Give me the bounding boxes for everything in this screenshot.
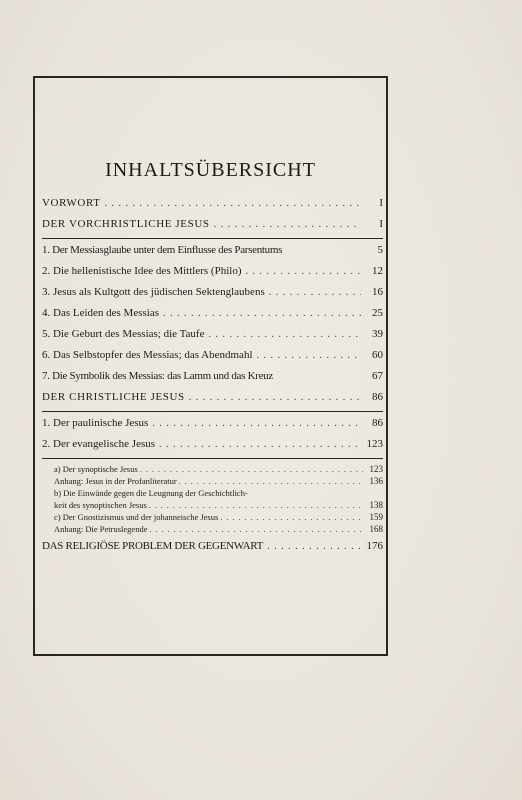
toc-entry-kultgott: [42, 285, 383, 306]
toc-entry-geburt: [42, 327, 383, 348]
toc-entry-label: DAS RELIGIÖSE PROBLEM DER GEGENWART: [42, 540, 264, 552]
toc-subentry-page: 159: [369, 512, 383, 522]
toc-subentry-page: 136: [369, 476, 383, 486]
leader-dots: [149, 524, 363, 536]
leader-dots: [163, 306, 361, 321]
toc-entry-page: 176: [366, 540, 383, 552]
toc-entry-paulinische: [42, 416, 383, 437]
toc-entry-label: DER VORCHRISTLICHE JESUS: [42, 218, 210, 230]
toc-entry-selbstopfer: [42, 348, 383, 369]
toc-entry-page: I: [379, 197, 383, 209]
toc-entry-page: 67: [372, 370, 383, 382]
table-of-contents: [42, 196, 383, 560]
toc-subentry-page: 138: [369, 500, 383, 510]
toc-subentry-label: b) Die Einwände gegen die Leugnung der Geschichtlich-: [54, 488, 248, 498]
toc-entry-page: 86: [372, 417, 383, 429]
toc-entry-label: 7. Die Symbolik des Messias: das Lamm und das Kreuz: [42, 370, 273, 382]
toc-subentry-geschichtlichkeit: [42, 499, 383, 511]
toc-entry-evangelische: [42, 437, 383, 458]
toc-entry-christliche: [42, 390, 383, 411]
toc-entry-page: 39: [372, 328, 383, 340]
toc-subentry-label: keit des synoptischen Jesus: [54, 500, 147, 510]
toc-entry-label: 3. Jesus als Kultgott des jüdischen Sektenglaubens: [42, 286, 265, 298]
toc-subentry-label: a) Der synoptische Jesus: [54, 464, 138, 474]
toc-entry-label: 6. Das Selbstopfer des Messias; das Abendmahl: [42, 349, 253, 361]
toc-entry-vorchristliche: [42, 217, 383, 238]
leader-dots: [214, 217, 361, 232]
toc-entry-page: 25: [372, 307, 383, 319]
divider: [42, 458, 383, 459]
leader-dots: [152, 416, 361, 431]
toc-subentry-label: Anhang: Die Petruslegende: [54, 524, 148, 534]
divider: [42, 238, 383, 239]
toc-entry-parsentum: [42, 243, 383, 264]
toc-subentry-synoptische: [42, 463, 383, 475]
toc-entry-problem: [42, 539, 383, 560]
toc-subentry-page: 168: [369, 524, 383, 534]
toc-entry-page: 5: [377, 244, 383, 256]
toc-entry-philo: [42, 264, 383, 285]
page-title: INHALTSÜBERSICHT: [105, 159, 316, 181]
toc-subentry-petruslegende: [42, 523, 383, 535]
leader-dots: [159, 437, 361, 452]
leader-dots: [269, 285, 361, 300]
toc-entry-symbolik: [42, 369, 383, 390]
toc-entry-label: 2. Der evangelische Jesus: [42, 438, 156, 450]
toc-entry-page: 12: [372, 265, 383, 277]
toc-entry-label: 2. Die hellenistische Idee des Mittlers (Philo): [42, 265, 242, 277]
toc-entry-leiden: [42, 306, 383, 327]
toc-entry-label: 1. Der paulinische Jesus: [42, 417, 149, 429]
toc-entry-page: 123: [366, 438, 383, 450]
toc-entry-label: DER CHRISTLICHE JESUS: [42, 391, 185, 403]
toc-subentry-profanliteratur: [42, 475, 383, 487]
leader-dots: [245, 264, 361, 279]
toc-subentry-label: Anhang: Jesus in der Profanliteratur: [54, 476, 177, 486]
leader-dots: [220, 512, 363, 524]
leader-dots: [267, 539, 361, 554]
divider: [42, 411, 383, 412]
toc-subentry-page: 123: [369, 464, 383, 474]
leader-dots: [208, 327, 361, 342]
toc-entry-page: 86: [372, 391, 383, 403]
toc-entry-vorwort: [42, 196, 383, 217]
leader-dots: [189, 390, 361, 405]
leader-dots: [257, 348, 362, 363]
toc-subentry-einwaende: [42, 487, 383, 499]
toc-entry-page: 60: [372, 349, 383, 361]
toc-entry-label: 4. Das Leiden des Messias: [42, 307, 160, 319]
contents-frame: [33, 76, 388, 656]
leader-dots: [105, 196, 361, 211]
toc-entry-label: VORWORT: [42, 197, 101, 209]
toc-entry-label: 5. Die Geburt des Messias; die Taufe: [42, 328, 205, 340]
toc-entry-page: I: [379, 218, 383, 230]
toc-entry-label: 1. Der Messiasglaube unter dem Einflusse des Parsentums: [42, 244, 283, 256]
toc-entry-page: 16: [372, 286, 383, 298]
toc-subentry-gnostizismus: [42, 511, 383, 523]
toc-subentry-label: c) Der Gnostizismus und der johanneische Jesus: [54, 512, 219, 522]
